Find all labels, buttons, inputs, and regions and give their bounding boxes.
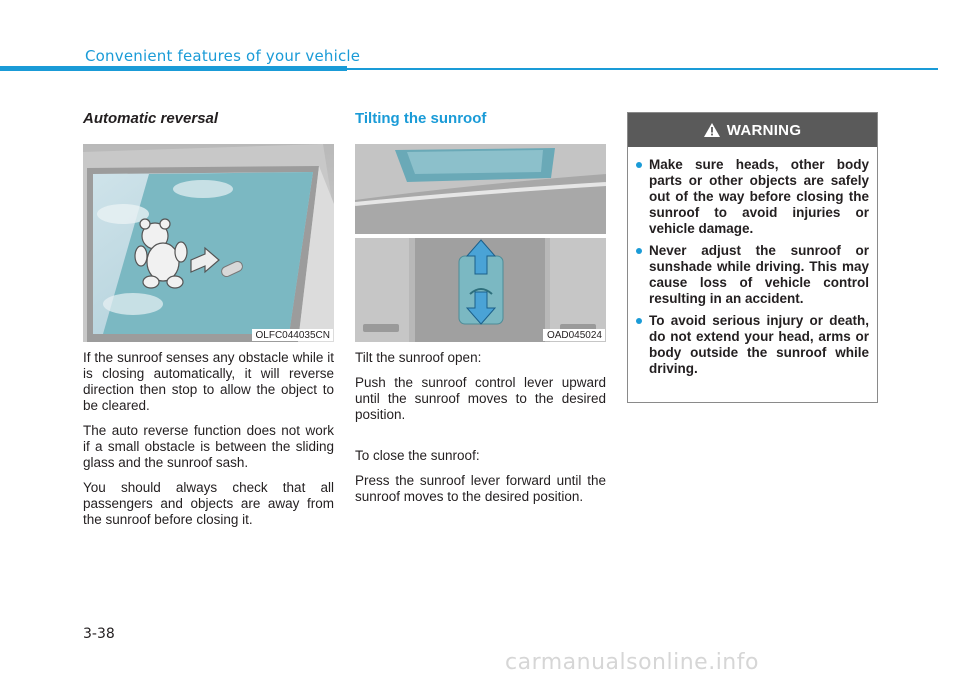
- sunroof-control-image: [355, 144, 606, 342]
- bullet-icon: [636, 162, 642, 168]
- close-lead: To close the sunroof:: [355, 448, 480, 463]
- warning-item: Make sure heads, other body parts or other objects are safely out of the way before closing the sunroof to avoid injuries or vehicle damage.: [636, 157, 869, 237]
- figure-code-middle: OAD045024: [543, 329, 605, 341]
- automatic-reversal-heading: Automatic reversal: [83, 110, 219, 127]
- sunroof-obstacle-illustration: [83, 144, 334, 342]
- warning-title: WARNING: [726, 121, 802, 139]
- warning-item: Never adjust the sunroof or sunshade while driving. This may cause loss of vehicle control resulting in an accident.: [636, 243, 869, 307]
- bullet-icon: [636, 318, 642, 324]
- close-instruction: Press the sunroof lever forward until the sunroof moves to the desired position.: [355, 473, 606, 504]
- figure-code-left: OLFC044035CN: [252, 329, 333, 341]
- paragraph: The auto reverse function does not work if a small obstacle is between the sliding glass and the sunroof sash.: [83, 423, 334, 470]
- open-lead: Tilt the sunroof open:: [355, 350, 482, 365]
- warning-header: [628, 113, 877, 147]
- open-instruction: Push the sunroof control lever upward until the sunroof moves to the desired position.: [355, 375, 606, 422]
- tilting-sunroof-section: [355, 110, 606, 514]
- watermark: carmanualsonline.info: [505, 650, 759, 675]
- tilting-sunroof-heading: Tilting the sunroof: [355, 110, 487, 127]
- warning-list: [628, 147, 877, 377]
- paragraph: If the sunroof senses any obstacle while it is closing automatically, it will reverse direction then stop to allow the object to be cleared.: [83, 350, 334, 413]
- header-accent-bar: [0, 66, 347, 71]
- automatic-reversal-section: [83, 110, 334, 537]
- warning-item: To avoid serious injury or death, do not extend your head, arms or body outside the sunroof while driving.: [636, 313, 869, 377]
- page-number: 3-38: [83, 626, 115, 642]
- header-rule: [347, 68, 938, 70]
- warning-box: [627, 112, 878, 403]
- bullet-icon: [636, 248, 642, 254]
- section-header-title: Convenient features of your vehicle: [85, 47, 361, 65]
- sunroof-lever-illustration: [355, 144, 606, 342]
- warning-triangle-icon: [704, 123, 720, 137]
- paragraph: You should always check that all passengers and objects are away from the sunroof before closing it.: [83, 480, 334, 527]
- sunroof-teddy-bear-image: [83, 144, 334, 342]
